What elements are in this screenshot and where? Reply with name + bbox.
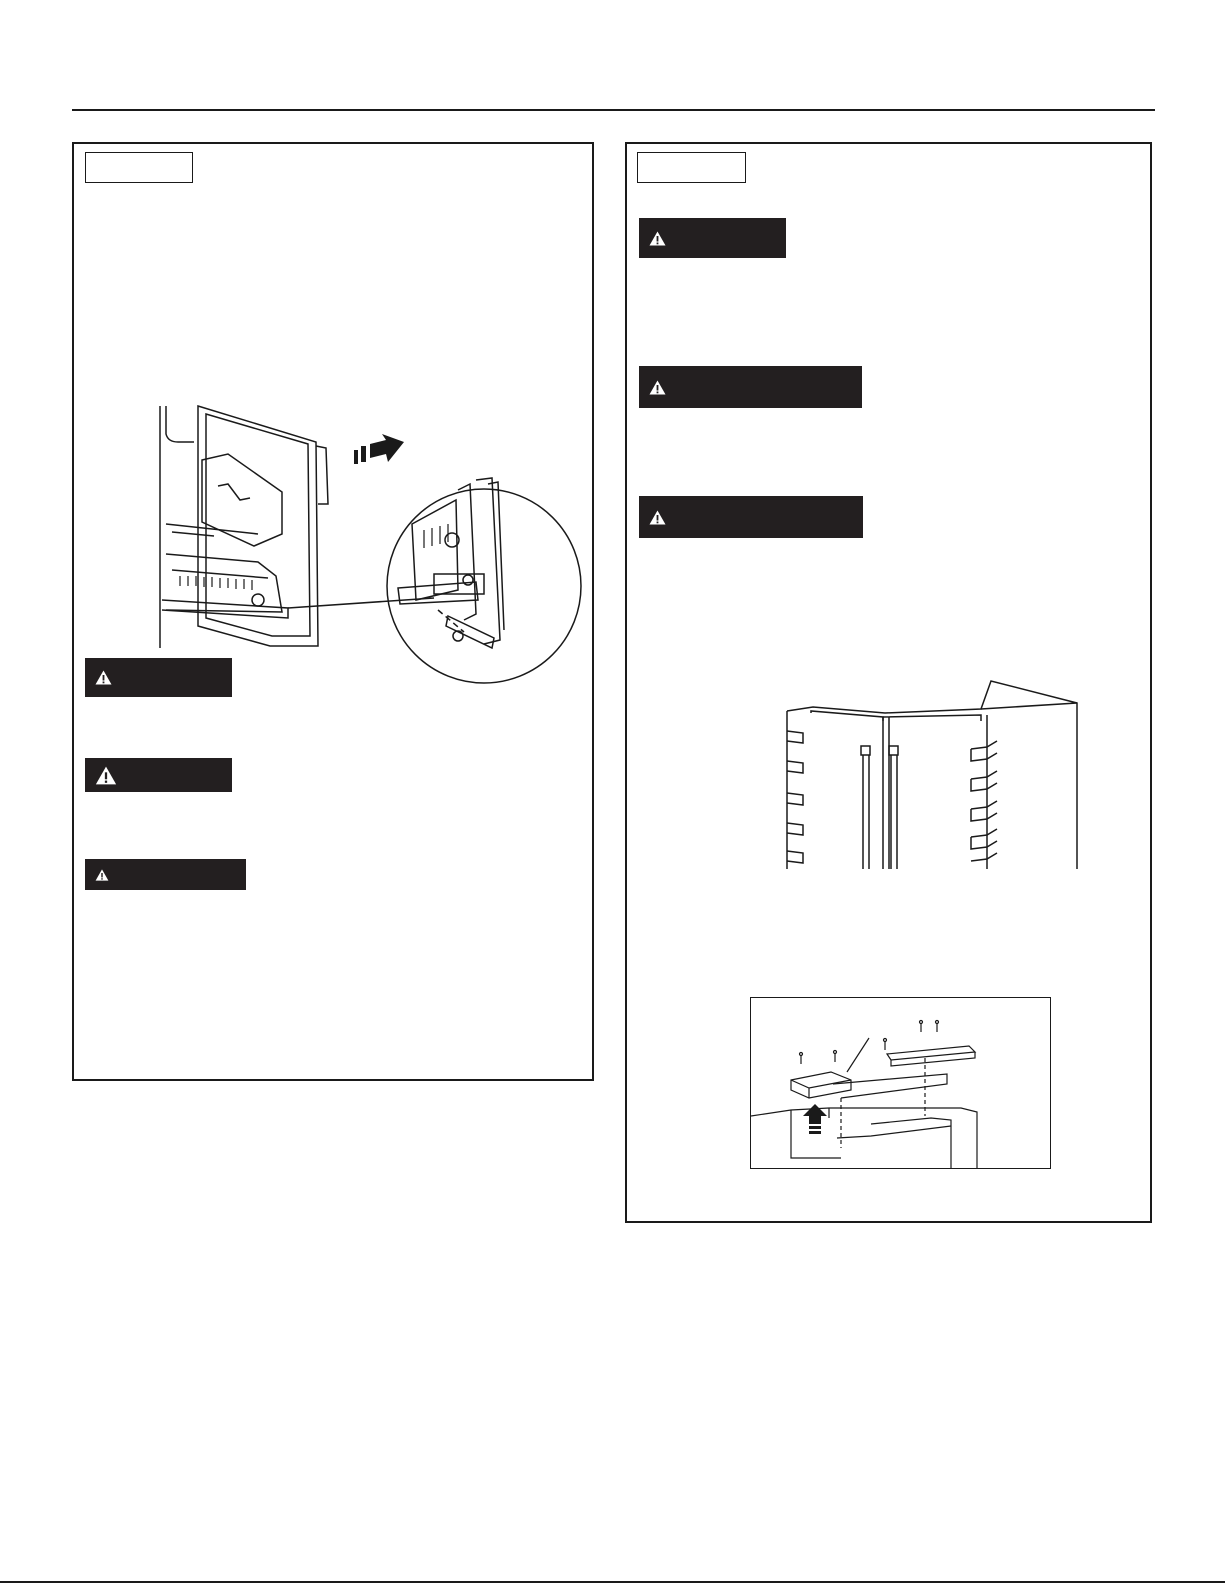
refrigerator-taped-doors-illustration: [785, 681, 1085, 875]
left-warning-banner-2: [85, 758, 232, 792]
warning-triangle-icon: [95, 766, 117, 785]
header-rule: [72, 109, 1155, 111]
right-instruction-panel: [625, 142, 1152, 1223]
left-step-label: [85, 152, 193, 183]
warning-triangle-icon: [95, 670, 112, 685]
drawer-slide-removal-illustration: [158, 404, 578, 666]
warning-triangle-icon: [649, 380, 666, 395]
right-warning-banner-3: [639, 496, 863, 538]
right-warning-banner-2: [639, 366, 862, 408]
hinge-cover-removal-illustration: [751, 998, 1049, 1168]
left-warning-banner-1: [85, 658, 232, 697]
warning-triangle-icon: [649, 231, 666, 246]
footer-rule: [0, 1581, 1225, 1583]
hinge-cover-figure-frame: [750, 997, 1051, 1169]
right-warning-banner-1: [639, 218, 786, 258]
left-warning-banner-3: [85, 859, 246, 890]
warning-triangle-icon: [649, 510, 666, 525]
warning-triangle-icon: [95, 869, 109, 881]
right-step-label: [637, 152, 746, 183]
left-instruction-panel: [72, 142, 594, 1081]
